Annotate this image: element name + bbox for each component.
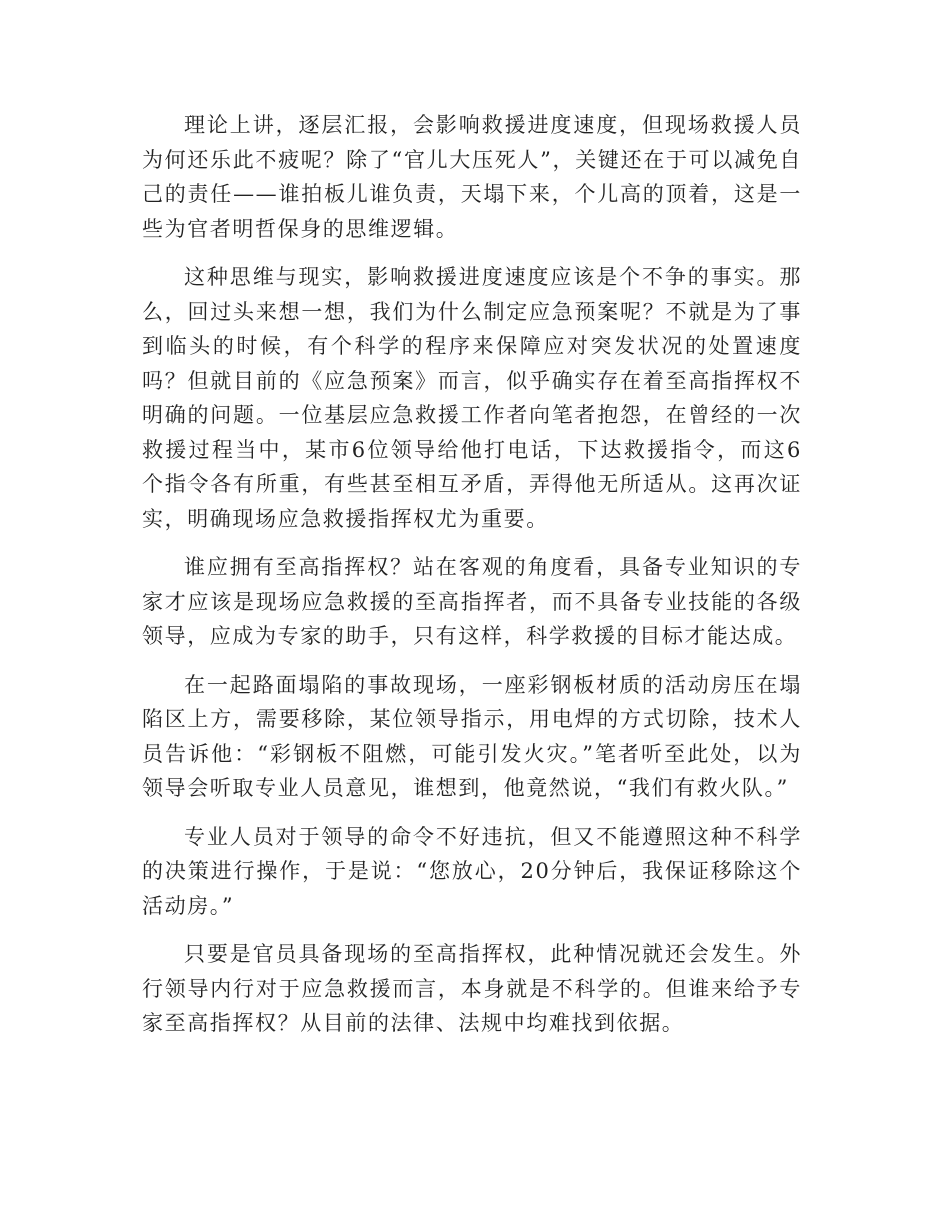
paragraph-4: 在一起路面塌陷的事故现场，一座彩钢板材质的活动房压在塌陷区上方，需要移除，某位领导指示，用电焊的方式切除，技术人员告诉他：“彩钢板不阻燃，可能引发火灾。”笔者听至此处，以为领导会听取专业人员意见，谁想到，他竟然说，“我们有救火队。” bbox=[142, 672, 802, 800]
document-page bbox=[142, 108, 802, 1055]
paragraph-5: 专业人员对于领导的命令不好违抗，但又不能遵照这种不科学的决策进行操作，于是说：“您放心，20分钟后，我保证移除这个活动房。” bbox=[142, 824, 802, 918]
paragraph-3: 谁应拥有至高指挥权？站在客观的角度看，具备专业知识的专家才应该是现场应急救援的至高指挥者，而不具备专业技能的各级领导，应成为专家的助手，只有这样，科学救援的目标才能达成。 bbox=[142, 555, 802, 648]
paragraph-1: 理论上讲，逐层汇报，会影响救援进度速度，但现场救援人员为何还乐此不疲呢？除了“官儿大压死人”，关键还在于可以减免自己的责任——谁拍板儿谁负责，天塌下来，个儿高的顶着，这是一些为官者明哲保身的思维逻辑。 bbox=[142, 113, 802, 241]
paragraph-2: 这种思维与现实，影响救援进度速度应该是个不争的事实。那么，回过头来想一想，我们为什么制定应急预案呢？不就是为了事到临头的时候，有个科学的程序来保障应对突发状况的处置速度吗？但就目前的《应急预案》而言，似乎确实存在着至高指挥权不明确的问题。一位基层应急救援工作者向笔者抱怨，在曾经的一次救援过程当中，某市6位领导给他打电话，下达救援指令，而这6个指令各有所重，有些甚至相互矛盾，弄得他无所适从。这再次证实，明确现场应急救援指挥权尤为重要。 bbox=[142, 265, 802, 531]
paragraph-6: 只要是官员具备现场的至高指挥权，此种情况就还会发生。外行领导内行对于应急救援而言，本身就是不科学的。但谁来给予专家至高指挥权？从目前的法律、法规中均难找到依据。 bbox=[142, 942, 802, 1035]
